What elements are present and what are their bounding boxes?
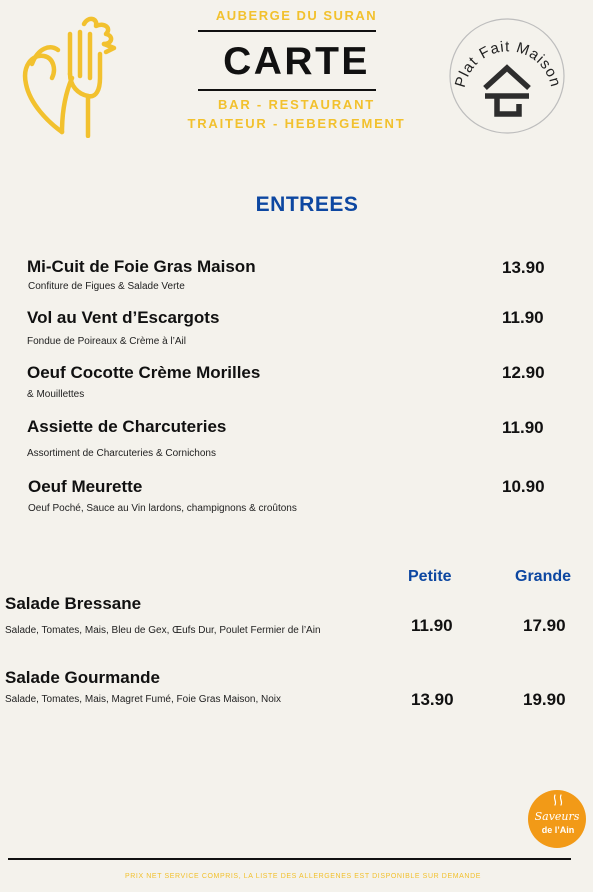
footer-rule [8,858,571,860]
dish-name: Assiette de Charcuteries [27,417,227,436]
salad-price-grande: 19.90 [523,690,566,709]
establishment-name: AUBERGE DU SURAN [215,8,378,23]
dish-name: Mi-Cuit de Foie Gras Maison [27,257,256,276]
salad-name: Salade Bressane [5,594,142,613]
salad-description: Salade, Tomates, Mais, Magret Fumé, Foie Gras Maison, Noix [5,694,282,705]
dish-description: & Mouillettes [27,389,85,400]
dish-price: 11.90 [502,308,544,327]
subtitle-traiteur-hebergement: TRAITEUR - HEBERGEMENT [187,116,406,131]
salad-name: Salade Gourmande [5,668,160,687]
title-rule-top [198,30,376,32]
dish-name: Vol au Vent d’Escargots [27,308,220,327]
dish-name: Oeuf Cocotte Crème Morilles [27,363,261,382]
dish-price: 13.90 [502,258,545,277]
salad-price-petite: 11.90 [411,616,453,635]
dish-description: Confiture de Figues & Salade Verte [28,281,185,292]
dish-description: Oeuf Poché, Sauce au Vin lardons, champignons & croûtons [28,503,297,514]
column-header-grande: Grande [515,568,572,585]
dish-name: Oeuf Meurette [28,477,143,496]
saveurs-de-l-ain-logo [527,789,587,849]
title-rule-bottom [198,89,376,91]
dish-price: 12.90 [502,363,545,382]
dish-description: Fondue de Poireaux & Crème à l’Ail [27,336,186,347]
saveurs-logo-line1: Saveurs [534,810,580,823]
salad-description: Salade, Tomates, Mais, Bleu de Gex, Œufs Dur, Poulet Fermier de l’Ain [5,625,321,636]
plat-fait-maison-badge [447,18,567,138]
saveurs-logo-line2: de l’Ain [541,825,575,835]
section-title-entrees: ENTREES [255,193,359,216]
badge-text: Plat Fait Maison [451,38,565,90]
page-title: CARTE [223,40,370,83]
dish-description: Assortiment de Charcuteries & Cornichons [27,448,216,459]
salad-price-petite: 13.90 [411,690,454,709]
subtitle-bar-restaurant: BAR - RESTAURANT [217,97,376,112]
footer-note: PRIX NET SERVICE COMPRIS, LA LISTE DES ALLERGENES EST DISPONIBLE SUR DEMANDE [124,873,482,880]
column-header-petite: Petite [408,568,452,585]
dish-price: 10.90 [502,477,545,496]
rooster-logo-icon [18,14,120,138]
salad-price-grande: 17.90 [523,616,566,635]
dish-price: 11.90 [502,418,544,437]
